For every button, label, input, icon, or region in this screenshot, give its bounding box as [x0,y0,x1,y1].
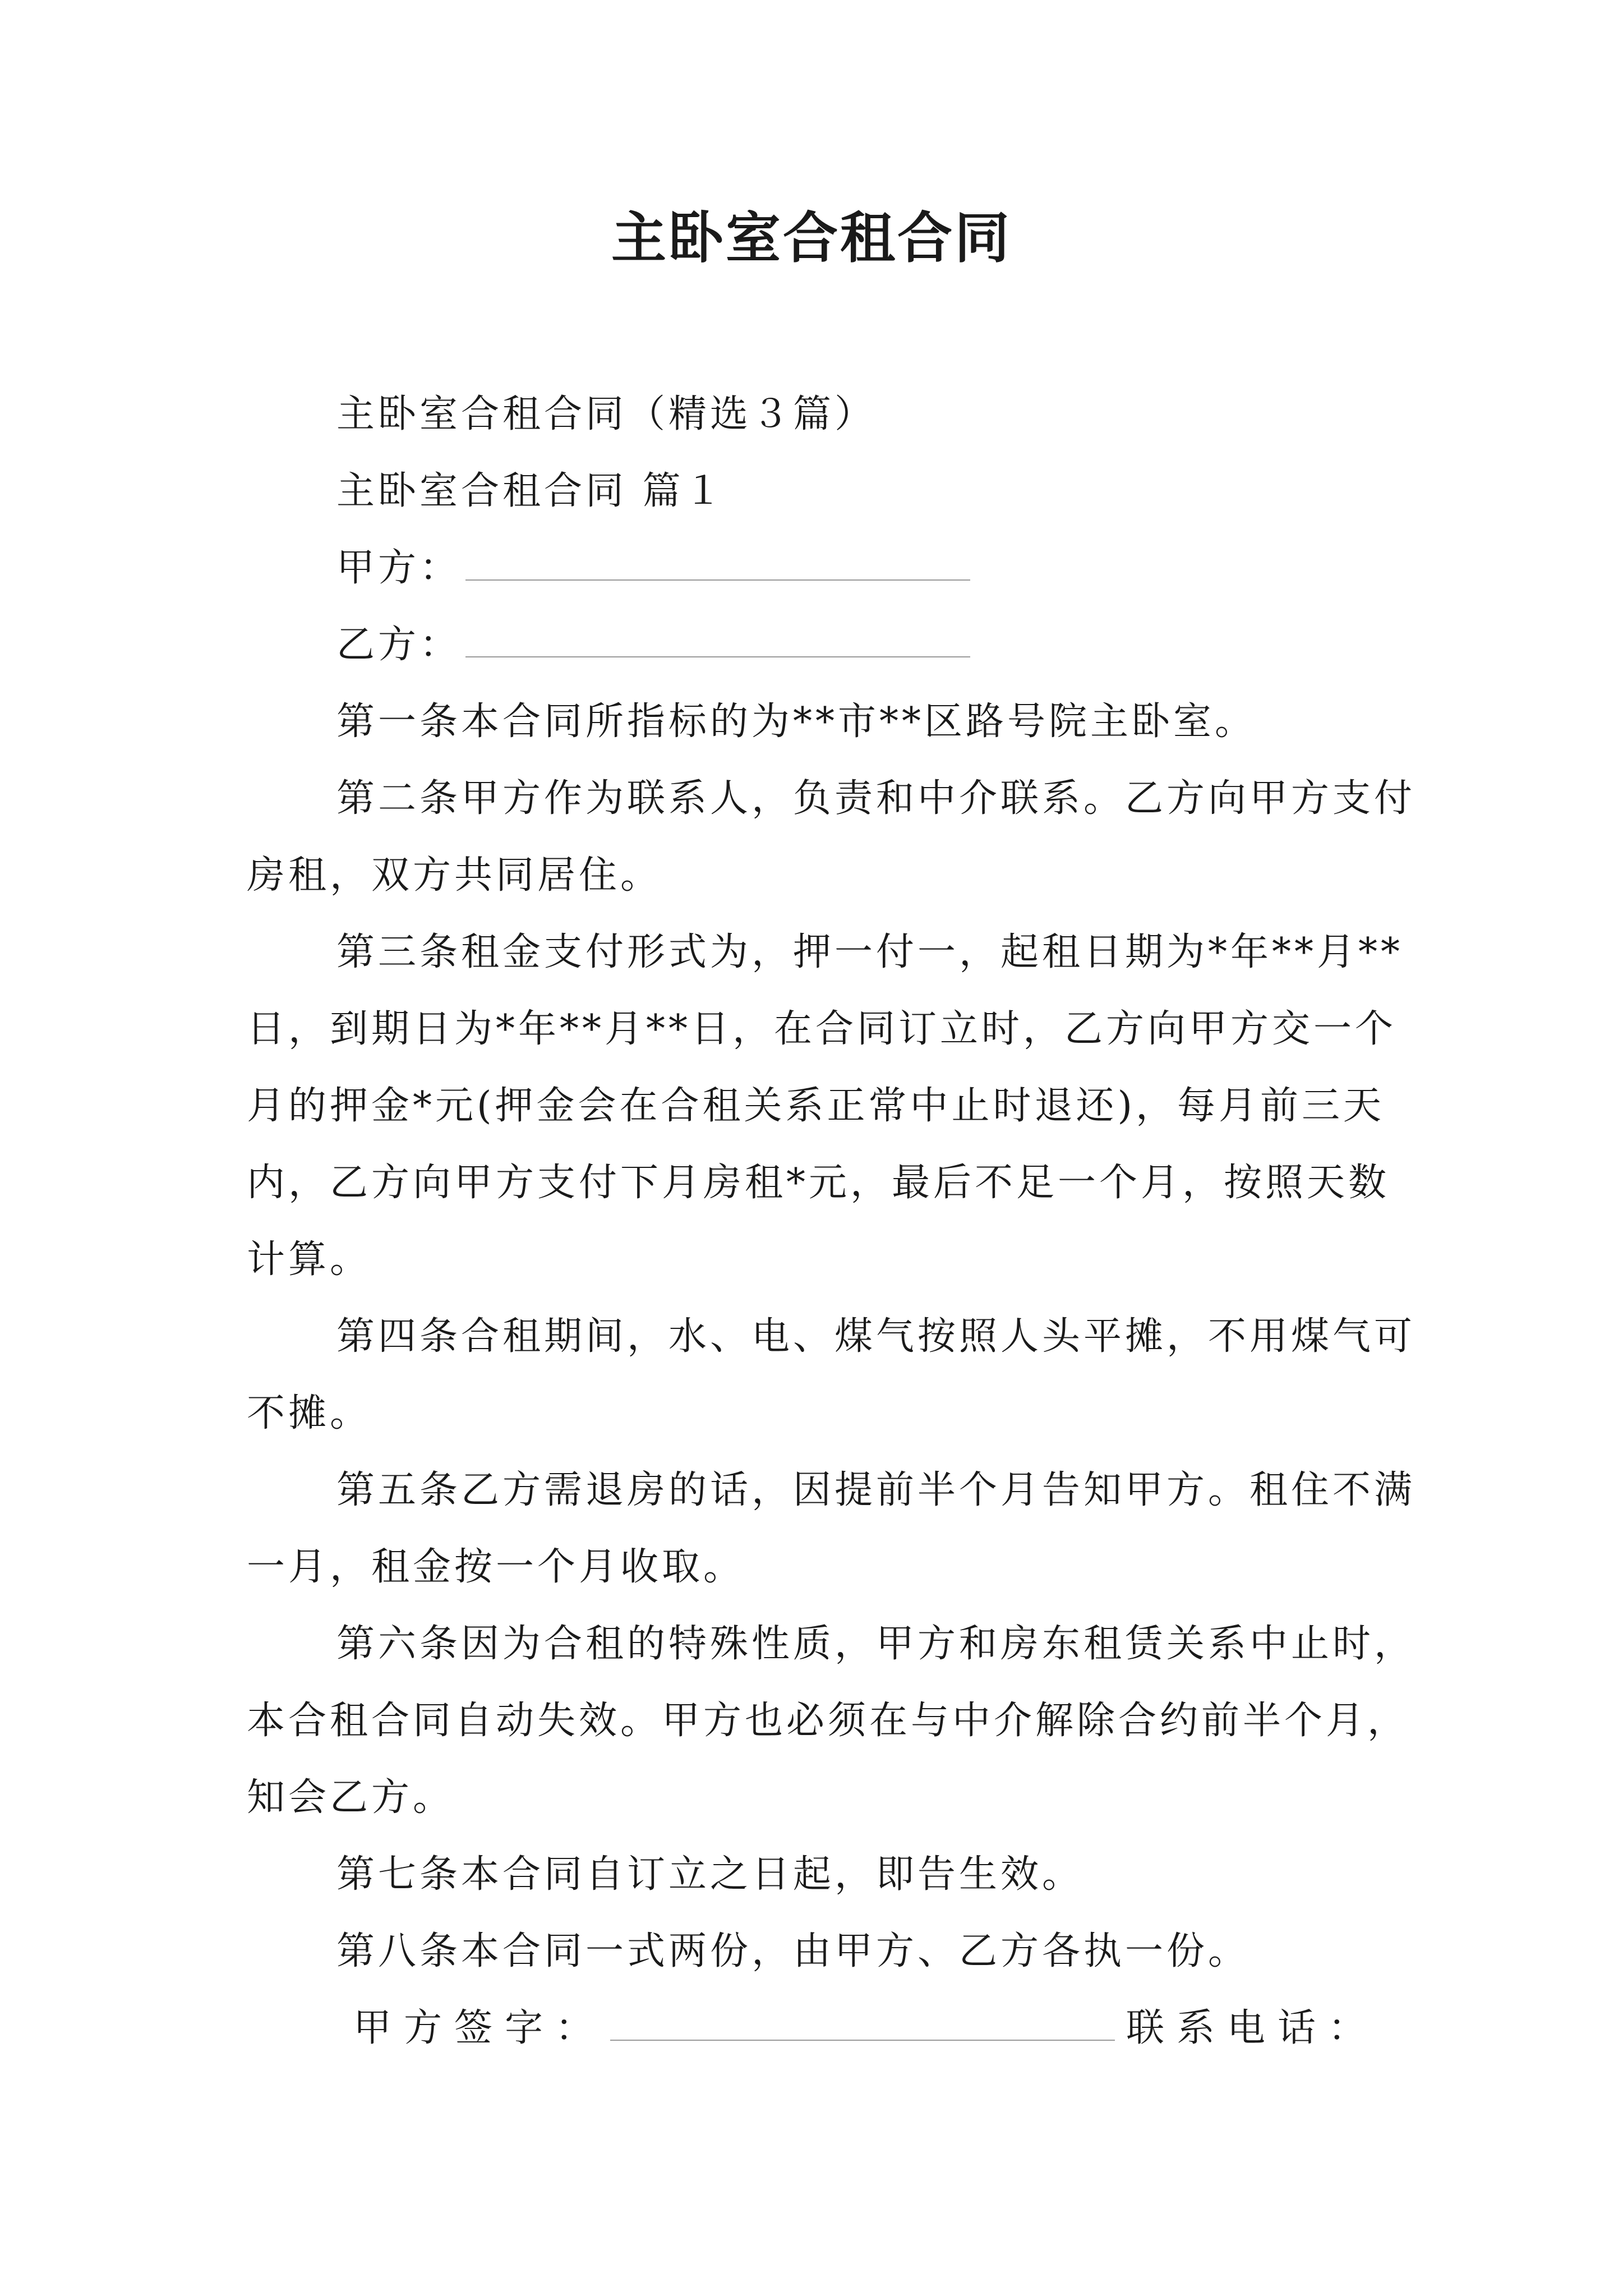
party-b-line [247,606,1424,683]
clause-8: 第八条本合同一式两份，由甲方、乙方各执一份。 [336,1929,1250,1973]
document-body [247,376,1424,2067]
clause-1: 第一条本合同所指标的为**市**区路号院主卧室。 [336,700,1257,744]
party-b-label: 乙方： [336,623,462,667]
signature-row [247,1990,1424,2067]
clause-6: 第六条因为合租的特殊性质，甲方和房东租赁关系中止时，本合租合同自动失效。甲方也必须在与中介解除合约前半个月，知会乙方。 [247,1622,1416,1820]
subtitle-selection: 主卧室合租合同（精选３篇） [336,392,877,436]
document-title: 主卧室合租合同 [611,206,1012,270]
clause-4: 第四条合租期间，水、电、煤气按照人头平摊，不用煤气可不摊。 [247,1314,1416,1435]
clause-3: 第三条租金支付形式为，押一付一，起租日期为*年**月**日，到期日为*年**月**日，在合同订立时，乙方向甲方交一个月的押金*元(押金会在合租关系正常中止时退还)，每月前三天内，乙方向甲方支付下月房租*元，最后不足一个月，按照天数计算。 [247,930,1404,1282]
subtitle-part-1: 主卧室合租合同 篇１ [336,469,726,513]
party-a-line [247,530,1424,606]
clause-7: 第七条本合同自订立之日起，即告生效。 [336,1852,1084,1897]
party-a-sign-label: 甲方签字： [353,2006,606,2050]
clause-5: 第五条乙方需退房的话，因提前半个月告知甲方。租住不满一月，租金按一个月收取。 [247,1468,1416,1589]
party-a-label: 甲方： [336,546,462,590]
party-a-blank-field[interactable] [465,557,970,581]
phone-label: 联系电话： [1126,2006,1379,2050]
clause-2: 第二条甲方作为联系人，负责和中介联系。乙方向甲方支付房租，双方共同居住。 [247,776,1416,898]
party-a-sign-field[interactable] [610,2017,1115,2041]
party-b-blank-field[interactable] [465,634,970,657]
